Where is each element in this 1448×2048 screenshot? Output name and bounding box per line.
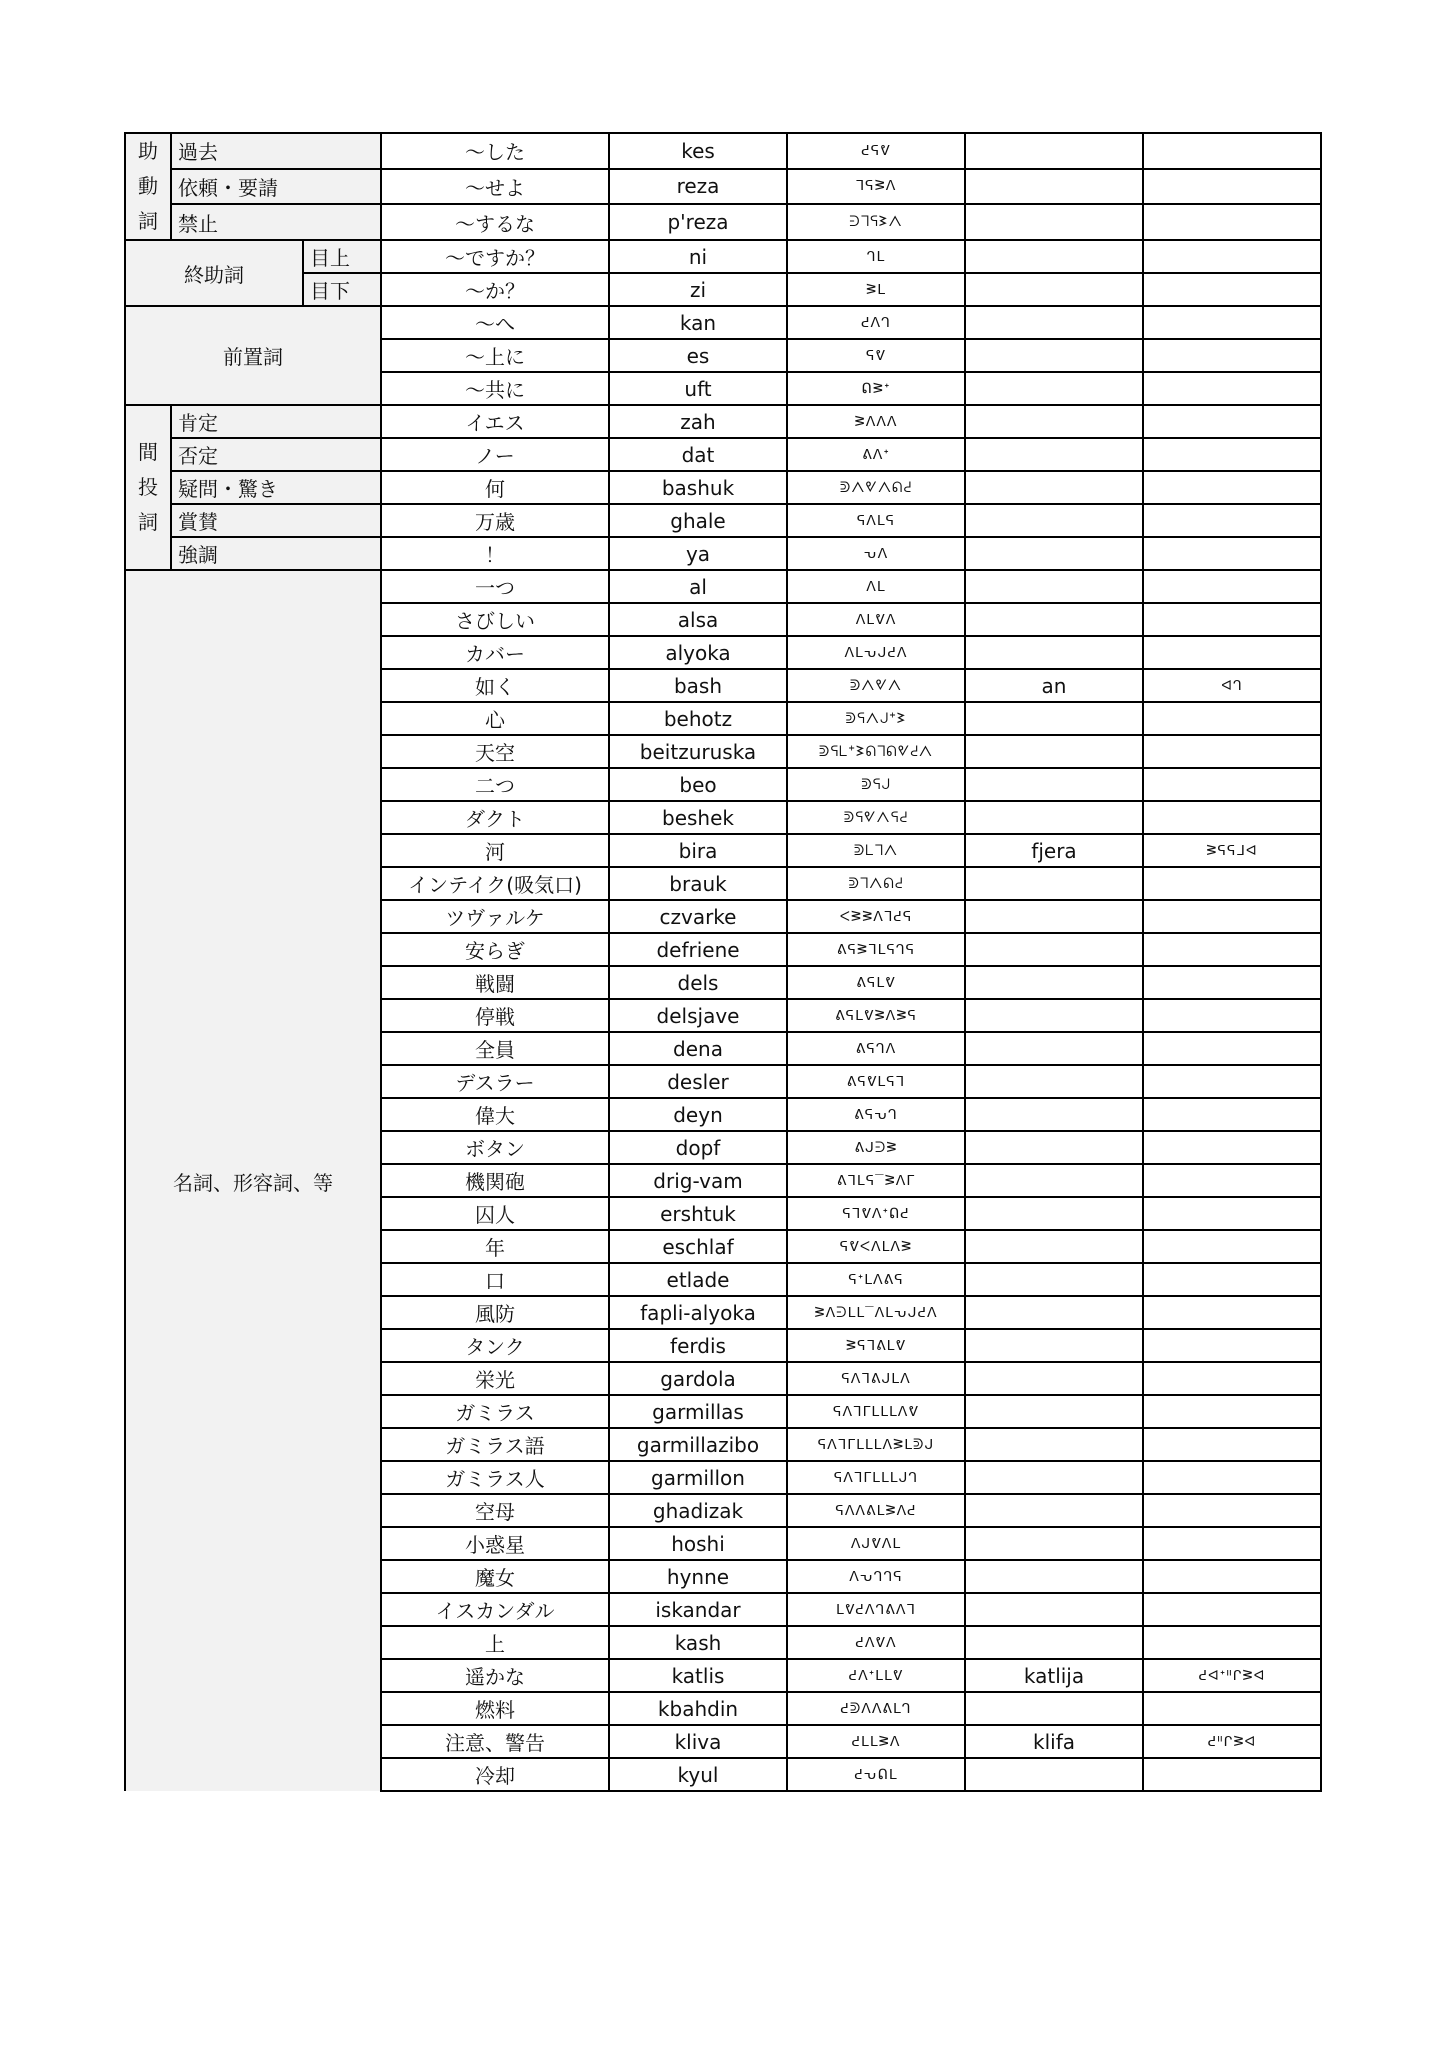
variant-word bbox=[965, 570, 1143, 603]
variant-script bbox=[1143, 1461, 1321, 1494]
romanized-word: defriene bbox=[609, 933, 787, 966]
japanese-word: ～せよ bbox=[381, 169, 609, 205]
romanized-word: uft bbox=[609, 372, 787, 405]
script-word: ᕋᐱᒣᒥᒪᒪᒪᐱᕓ bbox=[787, 1395, 965, 1428]
variant-word bbox=[965, 867, 1143, 900]
script-word: ᐸᕒᕒᐱᒣᕍᕋ bbox=[787, 900, 965, 933]
japanese-word: 栄光 bbox=[381, 1362, 609, 1395]
variant-word: klifa bbox=[965, 1725, 1143, 1758]
script-word: ᕲᕋᒍ bbox=[787, 768, 965, 801]
group-sentence-particle: 終助詞 bbox=[125, 240, 303, 306]
japanese-word: カバー bbox=[381, 636, 609, 669]
variant-word bbox=[965, 768, 1143, 801]
variant-script bbox=[1143, 405, 1321, 438]
script-word: ᐱᒍᕓᐱᒪ bbox=[787, 1527, 965, 1560]
script-word: ᕒᐱᐱᐱ bbox=[787, 405, 965, 438]
script-word: ᕍᐱᒉ bbox=[787, 306, 965, 339]
japanese-word: 戦闘 bbox=[381, 966, 609, 999]
variant-word bbox=[965, 1395, 1143, 1428]
romanized-word: bira bbox=[609, 834, 787, 867]
variant-word bbox=[965, 933, 1143, 966]
japanese-word: ～ですか？ bbox=[381, 240, 609, 273]
japanese-word: ～へ bbox=[381, 306, 609, 339]
subcategory: 否定 bbox=[171, 438, 381, 471]
variant-script bbox=[1143, 570, 1321, 603]
romanized-word: bash bbox=[609, 669, 787, 702]
japanese-word: 注意、警告 bbox=[381, 1725, 609, 1758]
subcategory: 目下 bbox=[303, 273, 381, 306]
japanese-word: タンク bbox=[381, 1329, 609, 1362]
script-word: ᐱᒪ bbox=[787, 570, 965, 603]
romanized-word: reza bbox=[609, 169, 787, 205]
japanese-word: デスラー bbox=[381, 1065, 609, 1098]
script-word: ᕲᕋᒪᕀᕒᕠᒣᕠᕓᕍᐱ bbox=[787, 735, 965, 768]
japanese-word: ！ bbox=[381, 537, 609, 570]
table-row bbox=[125, 169, 1321, 205]
romanized-word: dopf bbox=[609, 1131, 787, 1164]
romanized-word: desler bbox=[609, 1065, 787, 1098]
romanized-word: kan bbox=[609, 306, 787, 339]
table-row bbox=[125, 273, 1321, 306]
variant-script bbox=[1143, 933, 1321, 966]
variant-script: ᕍᐊᕀᐦᒋᕒᐊ bbox=[1143, 1659, 1321, 1692]
subcategory: 肯定 bbox=[171, 405, 381, 438]
japanese-word: ～上に bbox=[381, 339, 609, 372]
romanized-word: al bbox=[609, 570, 787, 603]
script-word: ᕍᕃᕠᒪ bbox=[787, 1758, 965, 1791]
variant-script bbox=[1143, 603, 1321, 636]
japanese-word: ボタン bbox=[381, 1131, 609, 1164]
japanese-word: 風防 bbox=[381, 1296, 609, 1329]
script-word: ᕋᐱᒪᕋ bbox=[787, 504, 965, 537]
script-word: ᕕᐱᕀ bbox=[787, 438, 965, 471]
script-word: ᕲᒪᒣᐱ bbox=[787, 834, 965, 867]
variant-word bbox=[965, 273, 1143, 306]
variant-script bbox=[1143, 1131, 1321, 1164]
script-word: ᕕᕋᒉᐱ bbox=[787, 1032, 965, 1065]
script-word: ᕒᕋᒣᕕᒪᕓ bbox=[787, 1329, 965, 1362]
romanized-word: gardola bbox=[609, 1362, 787, 1395]
lexicon-body bbox=[125, 133, 1321, 1791]
variant-word bbox=[965, 240, 1143, 273]
variant-word bbox=[965, 1494, 1143, 1527]
japanese-word: 口 bbox=[381, 1263, 609, 1296]
variant-script bbox=[1143, 867, 1321, 900]
romanized-word: czvarke bbox=[609, 900, 787, 933]
variant-script bbox=[1143, 1329, 1321, 1362]
japanese-word: 一つ bbox=[381, 570, 609, 603]
table-row bbox=[125, 306, 1321, 339]
variant-word bbox=[965, 999, 1143, 1032]
subcategory: 禁止 bbox=[171, 204, 381, 240]
variant-script: ᕒᕋᕋᒧᐊ bbox=[1143, 834, 1321, 867]
group-auxverb-label: 助 動 詞 bbox=[138, 139, 158, 233]
variant-script bbox=[1143, 306, 1321, 339]
variant-word bbox=[965, 204, 1143, 240]
japanese-word: ガミラス人 bbox=[381, 1461, 609, 1494]
japanese-word: 全員 bbox=[381, 1032, 609, 1065]
script-word: ᕒᒪ bbox=[787, 273, 965, 306]
variant-word bbox=[965, 537, 1143, 570]
japanese-word: 小惑星 bbox=[381, 1527, 609, 1560]
romanized-word: ya bbox=[609, 537, 787, 570]
script-word: ᒣᕋᕒᐱ bbox=[787, 169, 965, 205]
romanized-word: beitzuruska bbox=[609, 735, 787, 768]
script-word: ᕕᕋᕃᒉ bbox=[787, 1098, 965, 1131]
japanese-word: 二つ bbox=[381, 768, 609, 801]
japanese-word: 河 bbox=[381, 834, 609, 867]
japanese-word: 冷却 bbox=[381, 1758, 609, 1791]
variant-word bbox=[965, 1362, 1143, 1395]
variant-word bbox=[965, 966, 1143, 999]
script-word: ᐱᒪᕃᒍᕍᐱ bbox=[787, 636, 965, 669]
script-word: ᕲᕋᕓᐱᕋᕍ bbox=[787, 801, 965, 834]
variant-word bbox=[965, 1296, 1143, 1329]
script-word: ᕋᕓᐸᐱᒪᐱᕒ bbox=[787, 1230, 965, 1263]
variant-word bbox=[965, 438, 1143, 471]
romanized-word: kbahdin bbox=[609, 1692, 787, 1725]
romanized-word: ghale bbox=[609, 504, 787, 537]
group-auxverb bbox=[125, 133, 171, 240]
japanese-word: 心 bbox=[381, 702, 609, 735]
script-word: ᕋᐱᒣᒥᒪᒪᒪᒍᒉ bbox=[787, 1461, 965, 1494]
japanese-word: 燃料 bbox=[381, 1692, 609, 1725]
japanese-word: 囚人 bbox=[381, 1197, 609, 1230]
variant-word bbox=[965, 306, 1143, 339]
table-row bbox=[125, 570, 1321, 603]
romanized-word: kes bbox=[609, 133, 787, 169]
group-interjection-label: 間 投 詞 bbox=[138, 440, 158, 534]
romanized-word: drig-vam bbox=[609, 1164, 787, 1197]
romanized-word: ni bbox=[609, 240, 787, 273]
japanese-word: 年 bbox=[381, 1230, 609, 1263]
romanized-word: behotz bbox=[609, 702, 787, 735]
variant-word bbox=[965, 1263, 1143, 1296]
variant-word bbox=[965, 1032, 1143, 1065]
japanese-word: 偉大 bbox=[381, 1098, 609, 1131]
romanized-word: delsjave bbox=[609, 999, 787, 1032]
variant-script bbox=[1143, 504, 1321, 537]
variant-script bbox=[1143, 1626, 1321, 1659]
variant-word bbox=[965, 1758, 1143, 1791]
variant-script bbox=[1143, 966, 1321, 999]
script-word: ᕲᐱᕓᐱᕠᕍ bbox=[787, 471, 965, 504]
script-word: ᕋᐱᒣᒥᒪᒪᒪᐱᕒᒪᕲᒍ bbox=[787, 1428, 965, 1461]
variant-word bbox=[965, 735, 1143, 768]
variant-word bbox=[965, 339, 1143, 372]
variant-script bbox=[1143, 1494, 1321, 1527]
script-word: ᕒᐱᕭᒪᒪ‾ᐱᒪᕃᒍᕍᐱ bbox=[787, 1296, 965, 1329]
variant-script: ᕍᐦᒋᕒᐊ bbox=[1143, 1725, 1321, 1758]
variant-script bbox=[1143, 204, 1321, 240]
script-word: ᕋᕓ bbox=[787, 339, 965, 372]
subcategory: 賞賛 bbox=[171, 504, 381, 537]
variant-script bbox=[1143, 1560, 1321, 1593]
japanese-word: ツヴァルケ bbox=[381, 900, 609, 933]
variant-script bbox=[1143, 1032, 1321, 1065]
romanized-word: iskandar bbox=[609, 1593, 787, 1626]
script-word: ᕍᕲᐱᐱᕕᒪᒉ bbox=[787, 1692, 965, 1725]
script-word: ᕲᕋᐱᒍᕀᕒ bbox=[787, 702, 965, 735]
script-word: ᕕᕋᒪᕓ bbox=[787, 966, 965, 999]
variant-script bbox=[1143, 735, 1321, 768]
group-noun: 名詞、形容詞、等 bbox=[125, 570, 381, 1791]
script-word: ᕃᐱ bbox=[787, 537, 965, 570]
japanese-word: 如く bbox=[381, 669, 609, 702]
variant-script bbox=[1143, 537, 1321, 570]
variant-script bbox=[1143, 471, 1321, 504]
variant-word bbox=[965, 1626, 1143, 1659]
japanese-word: ～か？ bbox=[381, 273, 609, 306]
script-word: ᕠᕒᕀ bbox=[787, 372, 965, 405]
variant-word bbox=[965, 1131, 1143, 1164]
variant-script bbox=[1143, 273, 1321, 306]
variant-word bbox=[965, 1692, 1143, 1725]
romanized-word: beo bbox=[609, 768, 787, 801]
romanized-word: fapli-alyoka bbox=[609, 1296, 787, 1329]
romanized-word: alyoka bbox=[609, 636, 787, 669]
variant-script bbox=[1143, 1197, 1321, 1230]
variant-word bbox=[965, 801, 1143, 834]
variant-word bbox=[965, 636, 1143, 669]
romanized-word: zi bbox=[609, 273, 787, 306]
variant-word bbox=[965, 1164, 1143, 1197]
japanese-word: イエス bbox=[381, 405, 609, 438]
table-row bbox=[125, 405, 1321, 438]
variant-word bbox=[965, 1230, 1143, 1263]
subcategory: 目上 bbox=[303, 240, 381, 273]
romanized-word: ghadizak bbox=[609, 1494, 787, 1527]
table-row bbox=[125, 438, 1321, 471]
romanized-word: garmillazibo bbox=[609, 1428, 787, 1461]
japanese-word: 空母 bbox=[381, 1494, 609, 1527]
variant-script bbox=[1143, 339, 1321, 372]
romanized-word: katlis bbox=[609, 1659, 787, 1692]
subcategory: 依頼・要請 bbox=[171, 169, 381, 205]
variant-word bbox=[965, 1065, 1143, 1098]
variant-word bbox=[965, 1527, 1143, 1560]
subcategory: 過去 bbox=[171, 133, 381, 169]
romanized-word: kyul bbox=[609, 1758, 787, 1791]
script-word: ᐱᒪᕓᐱ bbox=[787, 603, 965, 636]
romanized-word: garmillas bbox=[609, 1395, 787, 1428]
variant-script bbox=[1143, 702, 1321, 735]
variant-word bbox=[965, 133, 1143, 169]
variant-word bbox=[965, 702, 1143, 735]
romanized-word: dena bbox=[609, 1032, 787, 1065]
romanized-word: beshek bbox=[609, 801, 787, 834]
variant-script bbox=[1143, 1164, 1321, 1197]
romanized-word: ershtuk bbox=[609, 1197, 787, 1230]
romanized-word: zah bbox=[609, 405, 787, 438]
script-word: ᐱᕃᒉᒉᕋ bbox=[787, 1560, 965, 1593]
japanese-word: 天空 bbox=[381, 735, 609, 768]
romanized-word: kliva bbox=[609, 1725, 787, 1758]
variant-word bbox=[965, 603, 1143, 636]
variant-script bbox=[1143, 1527, 1321, 1560]
variant-script bbox=[1143, 999, 1321, 1032]
script-word: ᕲᐱᕓᐱ bbox=[787, 669, 965, 702]
script-word: ᕕᕋᒪᕓᕒᐱᕒᕋ bbox=[787, 999, 965, 1032]
japanese-word: さびしい bbox=[381, 603, 609, 636]
japanese-word: 遥かな bbox=[381, 1659, 609, 1692]
script-word: ᒪᕓᕍᐱᒉᕕᐱᒣ bbox=[787, 1593, 965, 1626]
variant-script bbox=[1143, 768, 1321, 801]
romanized-word: etlade bbox=[609, 1263, 787, 1296]
variant-script bbox=[1143, 240, 1321, 273]
script-word: ᕋᕀᒪᐱᕕᕋ bbox=[787, 1263, 965, 1296]
variant-script bbox=[1143, 1230, 1321, 1263]
japanese-word: 魔女 bbox=[381, 1560, 609, 1593]
variant-word bbox=[965, 1098, 1143, 1131]
romanized-word: deyn bbox=[609, 1098, 787, 1131]
variant-word bbox=[965, 1197, 1143, 1230]
variant-script bbox=[1143, 1098, 1321, 1131]
romanized-word: brauk bbox=[609, 867, 787, 900]
script-word: ᒉᒪ bbox=[787, 240, 965, 273]
variant-script bbox=[1143, 372, 1321, 405]
variant-word bbox=[965, 1461, 1143, 1494]
variant-script: ᐊᒉ bbox=[1143, 669, 1321, 702]
romanized-word: hoshi bbox=[609, 1527, 787, 1560]
script-word: ᕍᒪᒪᕒᐱ bbox=[787, 1725, 965, 1758]
script-word: ᕕᒣᒪᕋ‾ᕒᐱᒥ bbox=[787, 1164, 965, 1197]
romanized-word: dat bbox=[609, 438, 787, 471]
variant-script bbox=[1143, 133, 1321, 169]
script-word: ᕋᐱᐱᕕᒪᕒᐱᕍ bbox=[787, 1494, 965, 1527]
group-preposition: 前置詞 bbox=[125, 306, 381, 405]
variant-word bbox=[965, 1329, 1143, 1362]
japanese-word: ～した bbox=[381, 133, 609, 169]
variant-script bbox=[1143, 1593, 1321, 1626]
romanized-word: garmillon bbox=[609, 1461, 787, 1494]
variant-word bbox=[965, 169, 1143, 205]
japanese-word: 何 bbox=[381, 471, 609, 504]
variant-script bbox=[1143, 1692, 1321, 1725]
table-row bbox=[125, 133, 1321, 169]
japanese-word: 上 bbox=[381, 1626, 609, 1659]
variant-word bbox=[965, 471, 1143, 504]
variant-script bbox=[1143, 438, 1321, 471]
subcategory: 疑問・驚き bbox=[171, 471, 381, 504]
script-word: ᕕᕋᕓᒪᕋᒣ bbox=[787, 1065, 965, 1098]
variant-word: an bbox=[965, 669, 1143, 702]
script-word: ᕲᒣᐱᕠᕍ bbox=[787, 867, 965, 900]
variant-word bbox=[965, 1560, 1143, 1593]
script-word: ᕭᒣᕋᕒᐱ bbox=[787, 204, 965, 240]
japanese-word: ～共に bbox=[381, 372, 609, 405]
romanized-word: bashuk bbox=[609, 471, 787, 504]
japanese-word: ノー bbox=[381, 438, 609, 471]
subcategory: 強調 bbox=[171, 537, 381, 570]
japanese-word: ～するな bbox=[381, 204, 609, 240]
table-row bbox=[125, 537, 1321, 570]
script-word: ᕕᒍᕭᕒ bbox=[787, 1131, 965, 1164]
script-word: ᕍᕋᕓ bbox=[787, 133, 965, 169]
variant-word: fjera bbox=[965, 834, 1143, 867]
table-row bbox=[125, 240, 1321, 273]
table-row bbox=[125, 471, 1321, 504]
variant-script bbox=[1143, 801, 1321, 834]
variant-script bbox=[1143, 1065, 1321, 1098]
variant-script bbox=[1143, 169, 1321, 205]
lexicon-table bbox=[124, 132, 1322, 1792]
romanized-word: alsa bbox=[609, 603, 787, 636]
romanized-word: hynne bbox=[609, 1560, 787, 1593]
variant-script bbox=[1143, 1395, 1321, 1428]
script-word: ᕋᒣᕓᐱᕀᕠᕍ bbox=[787, 1197, 965, 1230]
script-word: ᕋᐱᒣᕕᒍᒪᐱ bbox=[787, 1362, 965, 1395]
table-row bbox=[125, 504, 1321, 537]
japanese-word: ガミラス語 bbox=[381, 1428, 609, 1461]
japanese-word: 安らぎ bbox=[381, 933, 609, 966]
japanese-word: 停戦 bbox=[381, 999, 609, 1032]
variant-word bbox=[965, 900, 1143, 933]
table-row bbox=[125, 204, 1321, 240]
variant-script bbox=[1143, 1263, 1321, 1296]
romanized-word: ferdis bbox=[609, 1329, 787, 1362]
script-word: ᕍᐱᕓᐱ bbox=[787, 1626, 965, 1659]
variant-script bbox=[1143, 900, 1321, 933]
variant-script bbox=[1143, 636, 1321, 669]
japanese-word: イスカンダル bbox=[381, 1593, 609, 1626]
variant-script bbox=[1143, 1362, 1321, 1395]
japanese-word: 万歳 bbox=[381, 504, 609, 537]
romanized-word: dels bbox=[609, 966, 787, 999]
japanese-word: インテイク(吸気口) bbox=[381, 867, 609, 900]
variant-word bbox=[965, 1428, 1143, 1461]
variant-word bbox=[965, 504, 1143, 537]
script-word: ᕕᕋᕒᒣᒪᕋᒉᕋ bbox=[787, 933, 965, 966]
romanized-word: p'reza bbox=[609, 204, 787, 240]
variant-script bbox=[1143, 1296, 1321, 1329]
variant-word: katlija bbox=[965, 1659, 1143, 1692]
romanized-word: es bbox=[609, 339, 787, 372]
group-interjection bbox=[125, 405, 171, 570]
variant-script bbox=[1143, 1758, 1321, 1791]
variant-word bbox=[965, 1593, 1143, 1626]
japanese-word: ダクト bbox=[381, 801, 609, 834]
variant-script bbox=[1143, 1428, 1321, 1461]
variant-word bbox=[965, 405, 1143, 438]
variant-word bbox=[965, 372, 1143, 405]
romanized-word: kash bbox=[609, 1626, 787, 1659]
romanized-word: eschlaf bbox=[609, 1230, 787, 1263]
japanese-word: 機関砲 bbox=[381, 1164, 609, 1197]
japanese-word: ガミラス bbox=[381, 1395, 609, 1428]
script-word: ᕍᐱᕀᒪᒪᕓ bbox=[787, 1659, 965, 1692]
